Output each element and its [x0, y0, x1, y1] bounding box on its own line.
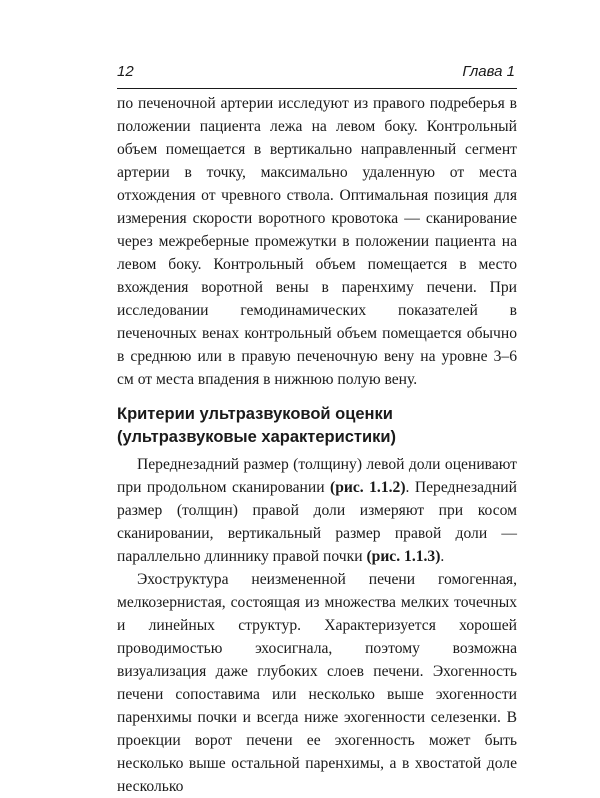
paragraph-lobe-size	[117, 453, 517, 568]
book-page	[117, 62, 517, 798]
paragraph-doppler-technique: по печеночной артерии исследуют из правого подреберья в положении пациента лежа на левом боку. Контрольный объем помещается в вертикально направленный сегмент артерии в точку, максимально удаленную от места отхождения от чревного ствола. Оптимальная позиция для измерения скорости воротного кровотока — сканирование через межреберные промежутки в положении пациента на левом боку. Контрольный объем помещается в место вхождения воротной вены в паренхиму печени. При исследовании гемодинамических показателей в печеночных венах контрольный объем помещается обычно в среднюю или в правую печеночную вену на уровне 3–6 см от места впадения в нижнюю полую вену.	[117, 95, 517, 388]
chapter-label: Глава 1	[462, 63, 515, 80]
figure-reference: (рис. 1.1.3)	[366, 548, 441, 565]
running-head	[117, 62, 517, 89]
section-heading-line-2: (ультразвуковые характеристики)	[117, 428, 397, 446]
paragraph-echostructure: Эхоструктура неизмененной печени гомогенная, мелкозернистая, состоящая из множества мелких точечных и линейных структур. Характеризуется хорошей проводимостью эхосигнала, поэтому возможна визуализация даже глубоких слоев печени. Эхогенность печени сопоставима или несколько выше эхогенности паренхимы почки и всегда ниже эхогенности селезенки. В проекции ворот печени ее эхогенность может быть несколько выше остальной паренхимы, а в хвостатой доле несколько	[117, 571, 517, 795]
page-number: 12	[117, 63, 134, 80]
paragraph-text: .	[440, 548, 445, 565]
section-heading-line-1: Критерии ультразвуковой оценки	[117, 405, 393, 423]
paragraph-text: . Переднезадний размер (толщин) правой доли измеряют при косом сканировании, вертикальный размер правой доли — параллельно длиннику правой почки	[117, 479, 517, 565]
section-heading	[117, 403, 517, 449]
paragraph-text: Переднезадний размер (толщину) левой доли оценивают при продольном сканировании	[117, 456, 517, 496]
figure-reference: (рис. 1.1.2)	[330, 479, 406, 496]
